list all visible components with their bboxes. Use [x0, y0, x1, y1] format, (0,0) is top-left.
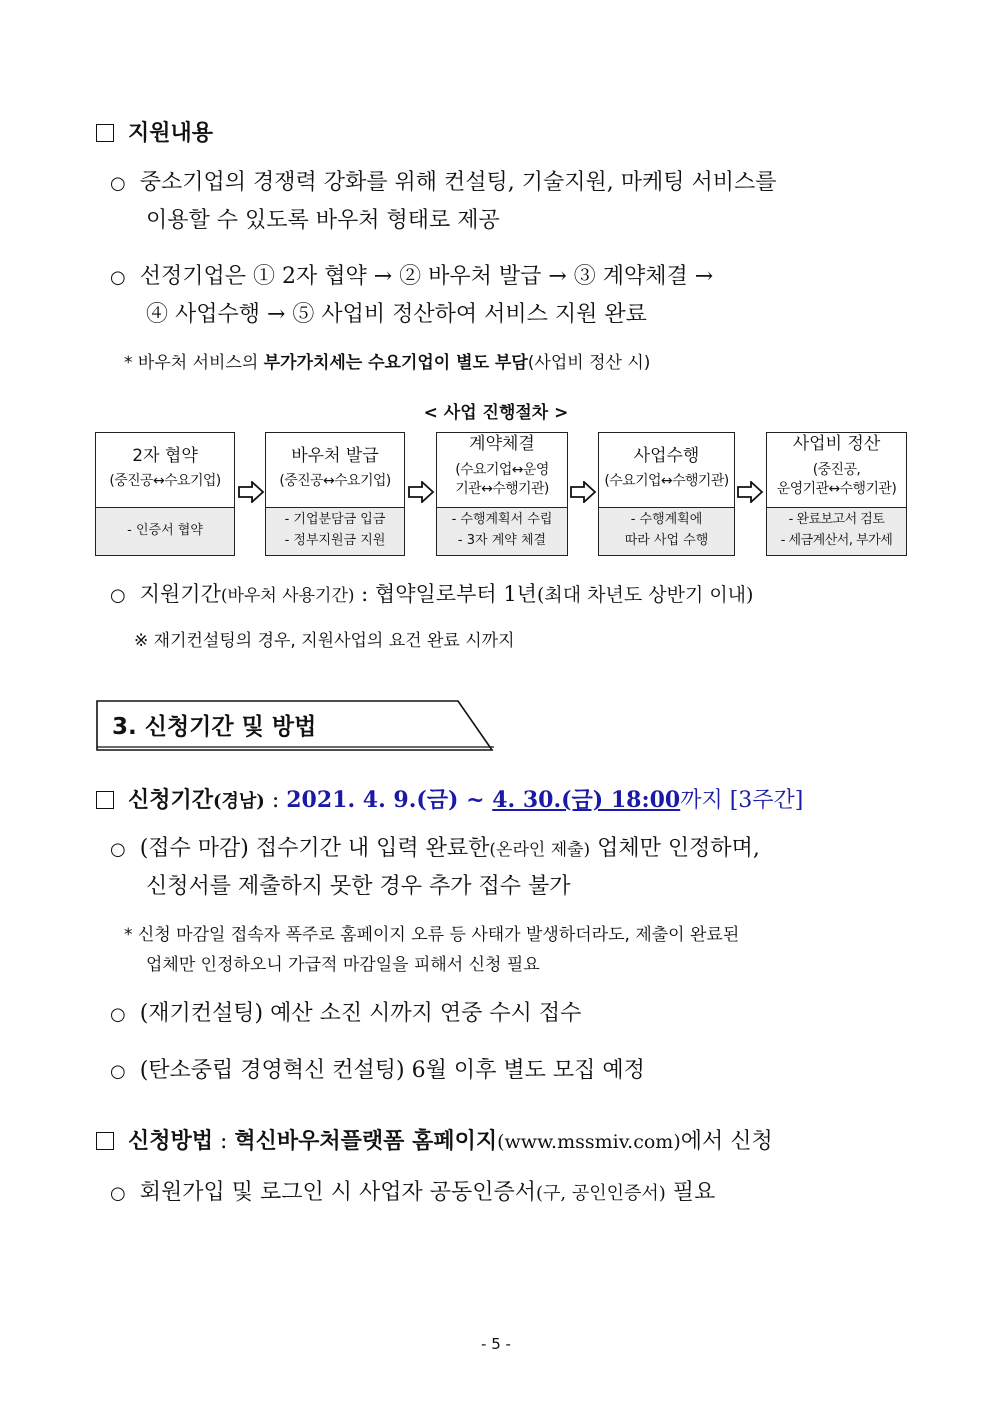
support-bullet-2-cont: [146, 296, 647, 334]
platform-url: (www.mssmiv.com): [497, 1131, 681, 1153]
support-bullet-2: [110, 258, 713, 297]
note-line: 업체만 인정하오니 가급적 마감일을 피해서 신청 필요: [146, 955, 540, 975]
step-sub: (중진공↔수요기업): [109, 473, 221, 489]
circle-bullet-icon: ○: [110, 1183, 126, 1204]
arrow-right-icon: [569, 481, 597, 503]
apply-period-heading: [96, 783, 803, 814]
support-bullet-1-cont: [146, 202, 500, 240]
step-sub: (수요기업↔수행기관): [604, 473, 729, 489]
circle-bullet-icon: ○: [110, 839, 126, 860]
bullet-text: (재기컨설팅) 예산 소진 시까지 연중 수시 접수: [139, 1001, 582, 1026]
step-sub: (수요기업↔운영: [455, 462, 549, 478]
process-step-4: [598, 432, 735, 556]
period-paren: (바우처 사용기간): [220, 586, 355, 606]
bullet-text: 신청서를 제출하지 못한 경우 추가 접수 불가: [146, 874, 571, 899]
apply-period-bullet-3: [110, 1052, 645, 1091]
heading-text: 지원내용: [128, 120, 214, 146]
page-number: - 5 -: [481, 1335, 511, 1353]
apply-period-bullet-2: [110, 995, 581, 1034]
colon: :: [264, 788, 287, 813]
step-title: 2자 협약: [132, 446, 198, 466]
bullet-text: 업체만 인정하며,: [590, 836, 760, 861]
process-title: < 사업 진행절차 >: [423, 403, 569, 423]
apply-method-label: 신청방법: [128, 1128, 214, 1154]
apply-method-heading: [96, 1124, 773, 1155]
circle-bullet-icon: ○: [110, 173, 126, 194]
checkbox-square-icon: [96, 1132, 114, 1150]
step-task: - 인증서 협약: [127, 523, 203, 538]
platform-name: 혁신바우처플랫폼 홈페이지: [234, 1128, 498, 1154]
process-step-5: [766, 432, 907, 556]
bullet-text: 필요: [665, 1180, 716, 1205]
vat-note: [124, 348, 650, 373]
arrow-right-icon: [237, 481, 265, 503]
apply-period-region: (경남): [213, 791, 265, 812]
step-title: 바우처 발급: [291, 446, 379, 466]
section-heading-support: [96, 116, 213, 147]
arrow-right-icon: [736, 481, 764, 503]
apply-suffix: 에서 신청: [680, 1129, 773, 1154]
bullet-text: 이용할 수 있도록 바우처 형태로 제공: [146, 208, 500, 233]
support-bullet-1: [110, 164, 776, 203]
until-text: 까지: [680, 788, 730, 813]
step-task: - 수행계획에: [630, 512, 703, 527]
step-sub: (중진공,: [812, 462, 861, 478]
process-step-3: [436, 432, 568, 556]
bullet-text: 중소기업의 경쟁력 강화를 위해 컨설팅, 기술지원, 마케팅 서비스를: [139, 170, 777, 195]
step-task: - 세금계산서, 부가세: [780, 533, 893, 548]
bullet-text: 회원가입 및 로그인 시 사업자 공동인증서: [139, 1180, 536, 1205]
bullet-paren: (온라인 제출): [489, 840, 591, 860]
step-task: - 수행계획서 수립: [451, 512, 553, 527]
step-task: - 기업분담금 입금: [284, 512, 386, 527]
step-title: 사업비 정산: [792, 434, 881, 454]
colon: :: [213, 1129, 235, 1154]
process-step-1: [95, 432, 235, 556]
date-end: 4. 30.(금) 18:00: [492, 787, 681, 813]
apply-period-bullet-1-cont: [146, 868, 571, 906]
circle-bullet-icon: ○: [110, 267, 126, 288]
apply-period-label: 신청기간: [128, 787, 214, 813]
apply-period-bullet-1: [110, 830, 760, 869]
circle-bullet-icon: ○: [110, 1061, 126, 1082]
period-tail: (최대 차년도 상반기 이내): [536, 584, 754, 606]
bullet-text: (탄소중립 경영혁신 컨설팅) 6월 이후 별도 모집 예정: [139, 1058, 645, 1083]
bullet-text: ④ 사업수행 → ⑤ 사업비 정산하여 서비스 지원 완료: [146, 302, 647, 327]
bullet-text: (접수 마감) 접수기간 내 입력 완료한: [139, 836, 490, 861]
step-title: 계약체결: [469, 434, 535, 454]
checkbox-square-icon: [96, 124, 114, 142]
circle-bullet-icon: ○: [110, 1004, 126, 1025]
support-period-bullet: [110, 578, 753, 608]
process-step-2: [265, 432, 405, 556]
note-bold: 부가가치세는 수요기업이 별도 부담: [263, 353, 528, 373]
deadline-note: [124, 920, 739, 980]
period-label: 지원기간: [139, 582, 221, 606]
checkbox-square-icon: [96, 791, 114, 809]
note-prefix: * 바우처 서비스의: [124, 353, 264, 373]
step-sub: (중진공↔수요기업): [279, 473, 391, 489]
circle-bullet-icon: ○: [110, 585, 126, 606]
step-task: 따라 사업 수행: [624, 533, 709, 548]
apply-method-bullet-1: [110, 1174, 715, 1213]
tilde: ~: [458, 787, 493, 813]
step-task: - 3자 계약 체결: [457, 533, 547, 548]
arrow-right-icon: [407, 481, 435, 503]
step-sub: 기관↔수행기관): [455, 481, 549, 497]
step-sub: 운영기관↔수행기관): [776, 481, 897, 497]
reconsult-remark: ※ 재기컨설팅의 경우, 지원사업의 요건 완료 시까지: [134, 631, 515, 651]
step-title: 사업수행: [633, 446, 700, 466]
note-suffix: (사업비 정산 시): [527, 353, 651, 373]
period-text: : 협약일로부터 1년: [354, 582, 537, 606]
bullet-text: 선정기업은 ① 2자 협약 → ② 바우처 발급 → ③ 계약체결 →: [139, 264, 714, 289]
date-start: 2021. 4. 9.(금): [286, 787, 459, 813]
note-line: * 신청 마감일 접속자 폭주로 홈페이지 오류 등 사태가 발생하더라도, 제출이 완료된: [124, 925, 740, 945]
bullet-paren: (구, 공인인증서): [535, 1183, 666, 1204]
step-task: - 정부지원금 지원: [284, 533, 386, 548]
section3-title: 3. 신청기간 및 방법: [112, 714, 317, 740]
step-task: - 완료보고서 검토: [788, 512, 885, 527]
weeks-badge: [3주간]: [729, 788, 804, 813]
